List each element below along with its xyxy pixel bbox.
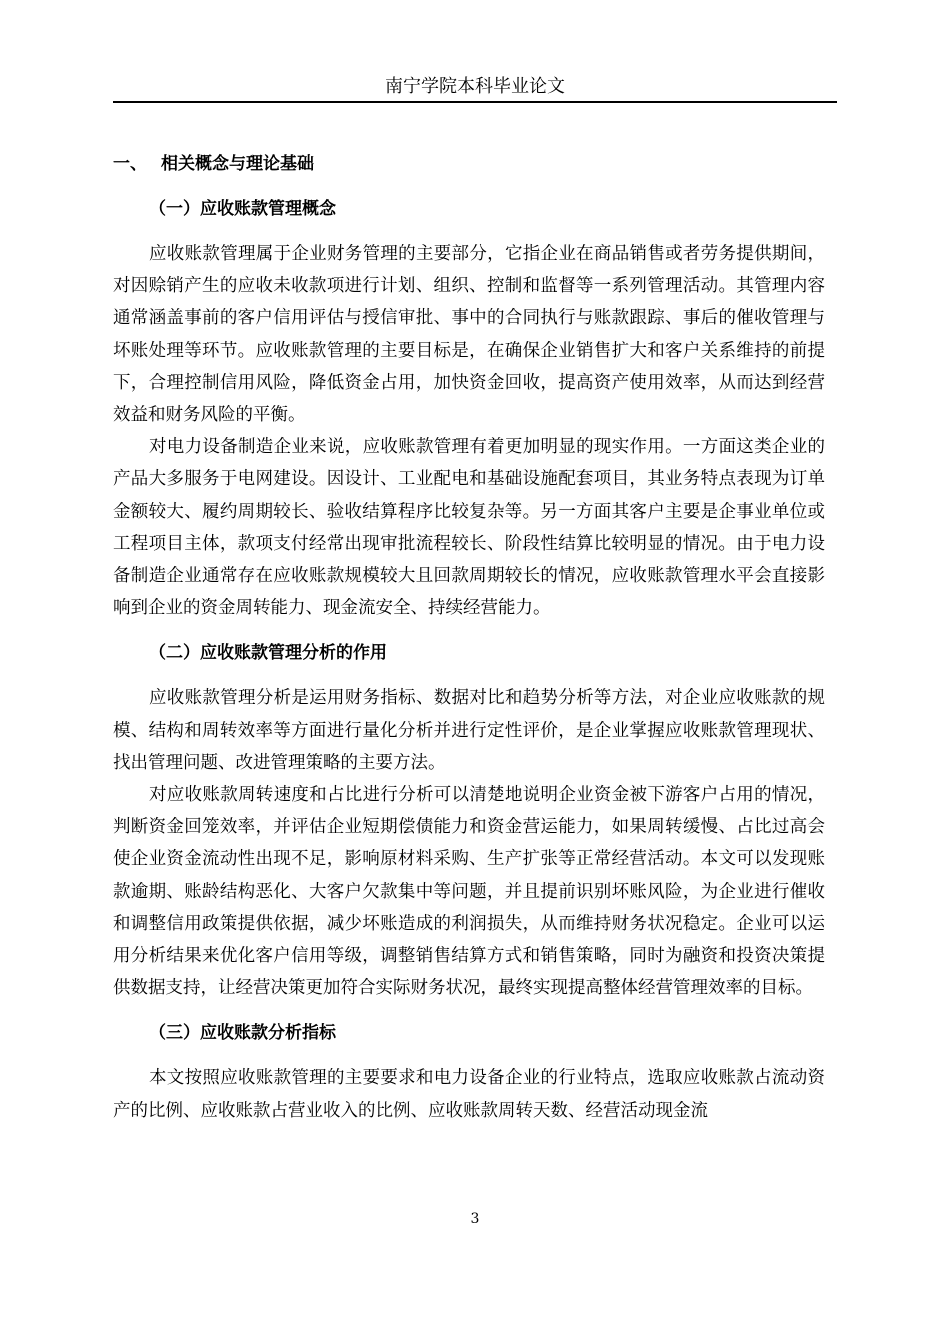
chapter-heading [113, 148, 825, 180]
paragraph: 应收账款管理属于企业财务管理的主要部分，它指企业在商品销售或者劳务提供期间，对因赊销产生的应收未收款项进行计划、组织、控制和监督等一系列管理活动。其管理内容通常涵盖事前的客户信用评估与授信审批、事中的合同执行与账款跟踪、事后的催收管理与坏账处理等环节。应收账款管理的主要目标是，在确保企业销售扩大和客户关系维持的前提下，合理控制信用风险，降低资金占用，加快资金回收，提高资产使用效率，从而达到经营效益和财务风险的平衡。 [113, 244, 825, 426]
paragraph: 对应收账款周转速度和占比进行分析可以清楚地说明企业资金被下游客户占用的情况，判断资金回笼效率，并评估企业短期偿债能力和资金营运能力，如果周转缓慢、占比过高会使企业资金流动性出现不足，影响原材料采购、生产扩张等正常经营活动。本文可以发现账款逾期、账龄结构恶化、大客户欠款集中等问题，并且提前识别坏账风险，为企业进行催收和调整信用政策提供依据，减少坏账造成的利润损失，从而维持财务状况稳定。企业可以运用分析结果来优化客户信用等级，调整销售结算方式和销售策略，同时为融资和投资决策提供数据支持，让经营决策更加符合实际财务状况，最终实现提高整体经营管理效率的目标。 [113, 785, 825, 999]
paragraph: 应收账款管理分析是运用财务指标、数据对比和趋势分析等方法，对企业应收账款的规模、结构和周转效率等方面进行量化分析并进行定性评价，是企业掌握应收账款管理现状、找出管理问题、改进管理策略的主要方法。 [113, 688, 825, 773]
paragraph: 本文按照应收账款管理的主要要求和电力设备企业的行业特点，选取应收账款占流动资产的比例、应收账款占营业收入的比例、应收账款周转天数、经营活动现金流 [113, 1068, 825, 1121]
paragraph: 对电力设备制造企业来说，应收账款管理有着更加明显的现实作用。一方面这类企业的产品大多服务于电网建设。因设计、工业配电和基础设施配套项目，其业务特点表现为订单金额较大、履约周期较长、验收结算程序比较复杂等。另一方面其客户主要是企事业单位或工程项目主体，款项支付经常出现审批流程较长、阶段性结算比较明显的情况。由于电力设备制造企业通常存在应收账款规模较大且回款周期较长的情况，应收账款管理水平会直接影响到企业的资金周转能力、现金流安全、持续经营能力。 [113, 437, 825, 619]
section-heading-1: （一）应收账款管理概念 [149, 199, 336, 219]
running-header: 南宁学院本科毕业论文 [385, 76, 565, 97]
page-number: 3 [470, 1211, 480, 1227]
header-divider [113, 101, 837, 103]
chapter-number: 一、 [113, 154, 147, 174]
section-heading-2: （二）应收账款管理分析的作用 [149, 643, 387, 664]
section-heading-3: （三）应收账款分析指标 [149, 1023, 336, 1044]
chapter-title: 相关概念与理论基础 [161, 154, 314, 174]
document-body [113, 148, 825, 1127]
